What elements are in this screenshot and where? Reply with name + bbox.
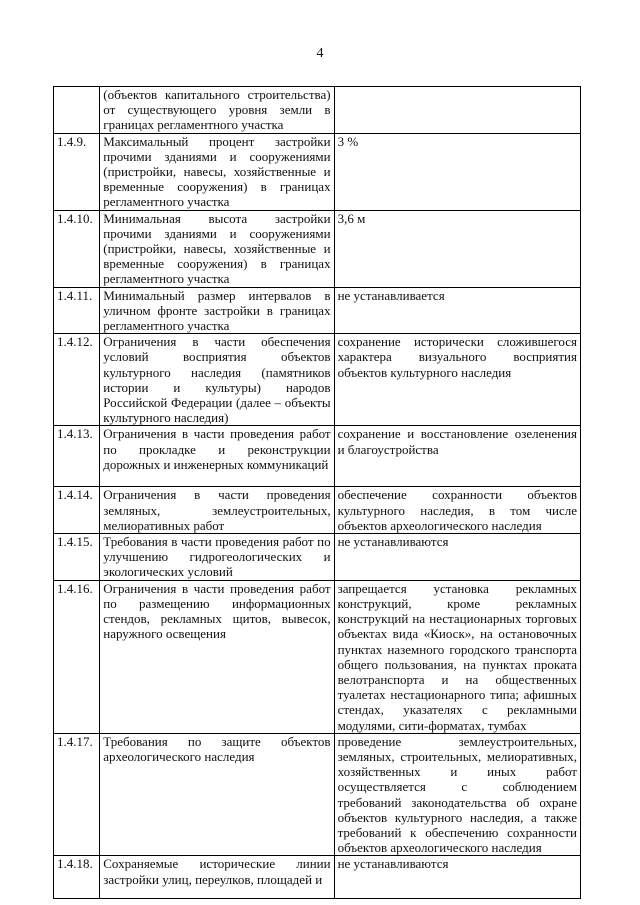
row-number-cell [54,733,100,856]
parameter-text: Ограничения в части проведения работ по прокладке и реконструкции дорожных и инженерных коммуникаций [103,426,331,472]
row-number-cell [54,133,100,210]
row-number: 1.4.10. [57,210,93,226]
row-number-cell [54,287,100,334]
table-row [54,210,581,287]
parameter-text: (объектов капитального строительства) от существующего уровня земли в границах регламентного участка [103,87,331,133]
parameter-cell [100,580,334,733]
value-cell [334,426,580,487]
value-cell [334,210,580,287]
parameter-cell [100,733,334,856]
parameter-text: Требования в части проведения работ по улучшению гидрогеологических и экологических условий [103,534,331,580]
row-number-cell [54,487,100,534]
value-cell [334,580,580,733]
table-row [54,334,581,426]
row-number: 1.4.17. [57,733,93,749]
parameter-text: Сохраняемые исторические линии застройки улиц, переулков, площадей и [103,856,331,887]
row-number: 1.4.13. [57,426,93,442]
value-cell [334,487,580,534]
table-row [54,580,581,733]
parameter-cell [100,87,334,134]
parameter-text: Ограничения в части проведения работ по размещению информационных стендов, рекламных щитов, вывесок, наружного освещения [103,580,331,642]
row-number-cell [54,426,100,487]
table-row [54,133,581,210]
row-number: 1.4.14. [57,487,93,503]
table-row [54,487,581,534]
value-text: обеспечение сохранности объектов культурного наследия, в том числе объектов археологического наследия [337,487,577,533]
row-number-cell [54,210,100,287]
regulations-table [53,86,581,899]
row-number: 1.4.11. [57,287,93,303]
value-text: 3 % [337,133,359,149]
parameter-cell [100,534,334,581]
row-number: 1.4.16. [57,580,93,596]
value-text: сохранение и восстановление озеленения и благоустройства [337,426,577,457]
value-text: не устанавливается [337,287,445,303]
table-row [54,426,581,487]
row-number: 1.4.12. [57,334,93,350]
parameter-text: Минимальная высота застройки прочими зданиями и сооружениями (пристройки, навесы, хозяйственные и временные сооружения) в границах регламентного участка [103,210,331,287]
table-row [54,733,581,856]
table-row [54,856,581,899]
parameter-text: Ограничения в части проведения земляных, землеустроительных, мелиоративных работ [103,487,331,533]
row-number: 1.4.15. [57,534,93,550]
table-row [54,287,581,334]
parameter-cell [100,426,334,487]
parameter-cell [100,133,334,210]
parameter-cell [100,487,334,534]
row-number-cell [54,87,100,134]
parameter-text: Ограничения в части обеспечения условий восприятия объектов культурного наследия (памятников истории и культуры) народов Российской Федерации (далее – объекты культурного наследия) [103,334,331,426]
parameter-cell [100,334,334,426]
row-number-cell [54,580,100,733]
row-number-cell [54,334,100,426]
row-number-cell [54,856,100,899]
parameter-text: Максимальный процент застройки прочими зданиями и сооружениями (пристройки, навесы, хозяйственные и временные сооружения) в границах регламентного участка [103,133,331,210]
value-cell [334,733,580,856]
parameter-cell [100,210,334,287]
row-number-cell [54,534,100,581]
value-cell [334,856,580,899]
value-cell [334,334,580,426]
row-number: 1.4.18. [57,856,93,872]
table-row [54,87,581,134]
value-text: проведение землеустроительных, земляных, строительных, мелиоративных, хозяйственных и иных работ осуществляется с соблюдением требований законодательства об охране объектов культурного наследия, а также требований к обеспечению сохранности объектов археологического наследия [337,733,577,856]
value-text: не устанавливаются [337,534,449,550]
parameter-text: Требования по защите объектов археологического наследия [103,733,331,764]
value-cell [334,287,580,334]
value-text: не устанавливаются [337,856,449,872]
value-cell [334,87,580,134]
value-cell [334,534,580,581]
value-text: 3,6 м [337,210,366,226]
parameter-cell [100,287,334,334]
value-cell [334,133,580,210]
table-row [54,534,581,581]
row-number: 1.4.9. [57,133,87,149]
parameter-text: Минимальный размер интервалов в уличном фронте застройки в границах регламентного участка [103,287,331,334]
value-text: сохранение исторически сложившегося характера визуального восприятия объектов культурного наследия [337,334,577,380]
parameter-cell [100,856,334,899]
page-number: 4 [316,46,324,61]
value-text: запрещается установка рекламных конструкций, кроме рекламных конструкций на нестационарных торговых объектах вида «Киоск», на остановочных пунктах наземного городского транспорта общего пользования, на пунктах проката велотранспорта и на общественных туалетах нестационарного типа; афишных стендах, указателях с рекламными модулями, сити-форматах, тумбах [337,580,577,733]
